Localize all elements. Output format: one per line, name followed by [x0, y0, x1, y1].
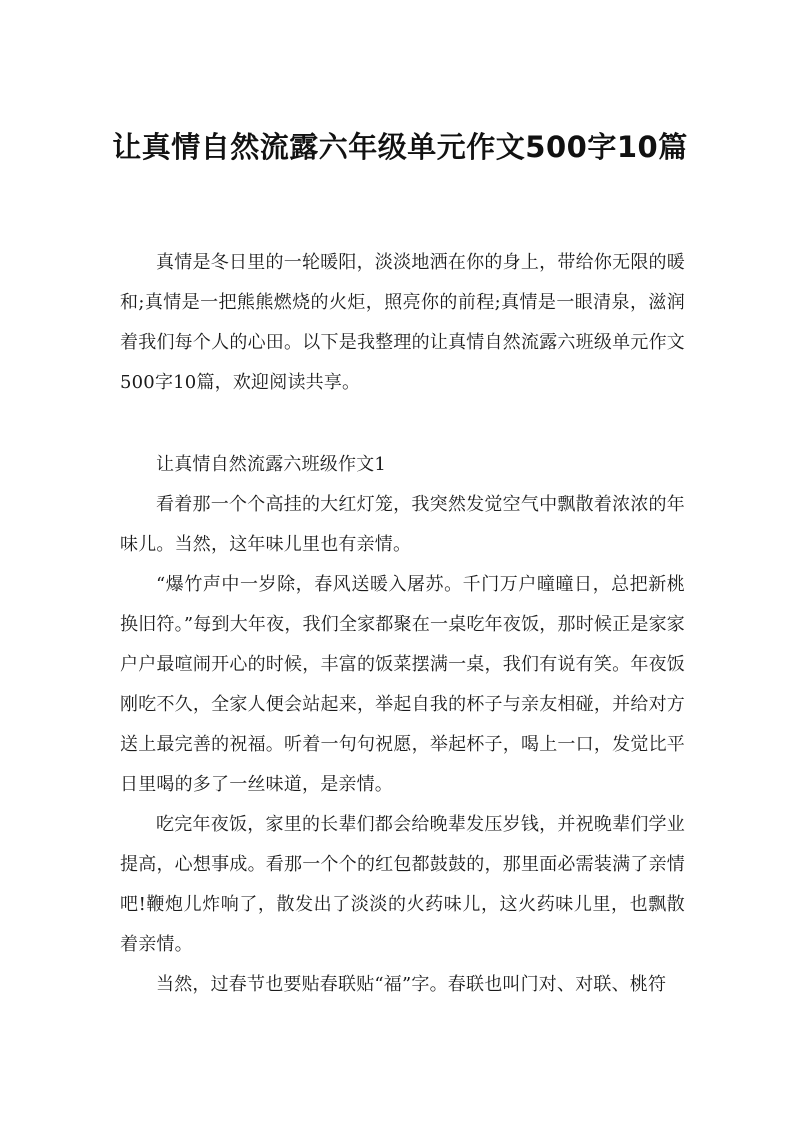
body-paragraph: 吃完年夜饭，家里的长辈们都会给晚辈发压岁钱，并祝晚辈们学业提高，心想事成。看那一个个的红包都鼓鼓的，那里面必需装满了亲情吧!鞭炮儿炸响了，散发出了淡淡的火药味儿，这火药味儿里，也飘散着亲情。: [120, 814, 685, 955]
section-spacer: [120, 403, 685, 445]
body-paragraph: “爆竹声中一岁除，春风送暖入屠苏。千门万户曈曈日，总把新桃换旧符。”每到大年夜，我们全家都聚在一桌吃年夜饭，那时候正是家家户户最喧闹开心的时候，丰富的饭菜摆满一桌，我们有说有笑。年夜饭刚吃不久，全家人便会站起来，举起自我的杯子与亲友相碰，并给对方送上最完善的祝福。听着一句句祝愿，举起杯子，喝上一口，发觉比平日里喝的多了一丝味道，是亲情。: [120, 574, 685, 795]
intro-paragraph: 真情是冬日里的一轮暖阳，淡淡地洒在你的身上，带给你无限的暖和;真情是一把熊熊燃烧的火炬，照亮你的前程;真情是一眼清泉，滋润着我们每个人的心田。以下是我整理的让真情自然流露六班级单元作文500字10篇，欢迎阅读共享。: [120, 252, 685, 393]
section-heading: 让真情自然流露六班级作文1: [156, 454, 387, 475]
body-paragraph: 当然，过春节也要贴春联贴“福”字。春联也叫门对、对联、桃符: [156, 974, 667, 995]
body-paragraph: 看着那一个个高挂的大红灯笼，我突然发觉空气中飘散着浓浓的年味儿。当然，这年味儿里也有亲情。: [120, 494, 685, 555]
document-body: [120, 243, 685, 1005]
document-title: 让真情自然流露六年级单元作文500字10篇: [112, 130, 688, 164]
